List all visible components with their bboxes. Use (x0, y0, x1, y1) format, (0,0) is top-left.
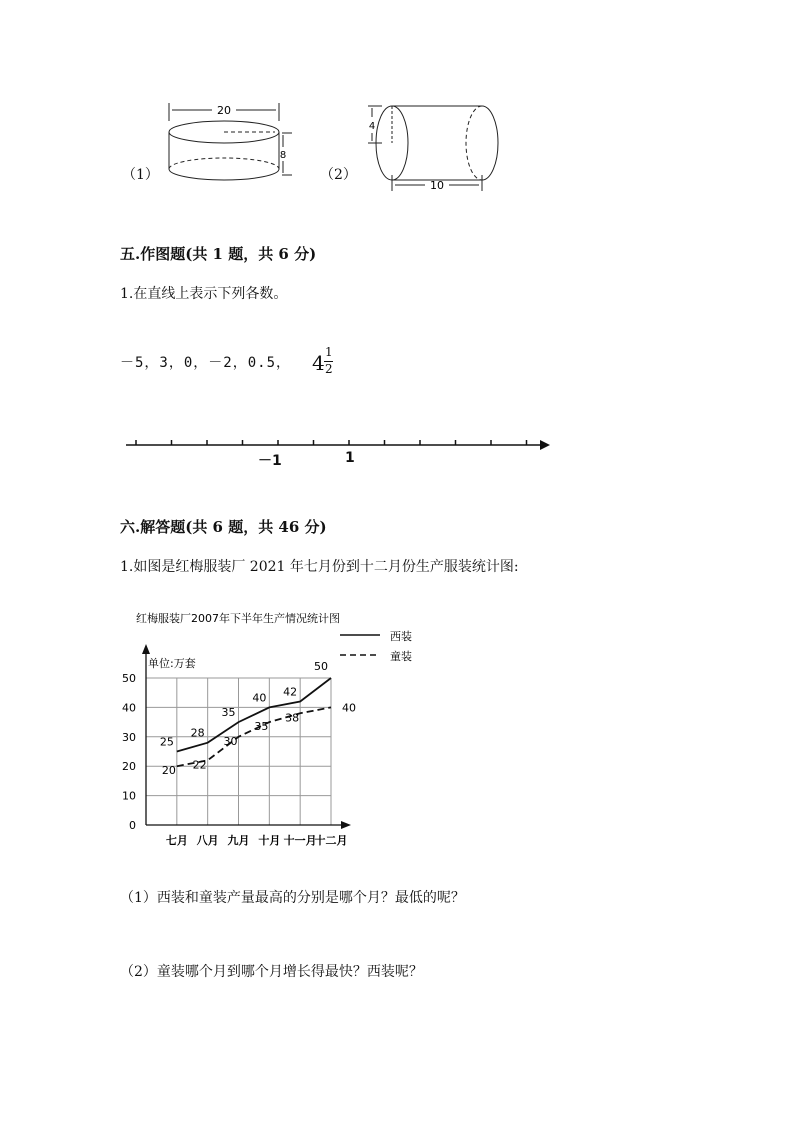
axis-label-1: 1 (345, 450, 355, 466)
data-label: 25 (159, 735, 174, 749)
section-6-title: 六.解答题(共 6 题，共 46 分) (120, 518, 327, 536)
data-label: 35 (221, 706, 236, 720)
y-axis-arrow (142, 644, 150, 654)
production-line-chart (110, 600, 412, 860)
cylinder-2-length: 10 (430, 179, 444, 192)
figure-1-label: （1） (122, 167, 159, 183)
x-tick-label: 七月 (165, 834, 188, 847)
mixed-number-denominator: 2 (325, 362, 333, 376)
figure-2-label: （2） (320, 167, 357, 183)
legend-label-kids: 童装 (390, 650, 412, 663)
x-tick-label: 八月 (196, 834, 219, 847)
cylinder-figures (120, 95, 520, 205)
data-label: 40 (342, 701, 356, 715)
data-label: 50 (314, 660, 328, 673)
chart-title: 红梅服装厂2007年下半年生产情况统计图 (136, 612, 340, 625)
y-tick-label: 10 (122, 789, 136, 803)
series-line-suit (177, 678, 331, 752)
sub-question-2: （2）童装哪个月到哪个月增长得最快？西装呢？ (120, 964, 423, 980)
section-5-question-1: 1.在直线上表示下列各数。 (120, 286, 288, 302)
cylinder-2-height: 4 (368, 121, 376, 132)
cylinder-1-height: 8 (279, 150, 287, 161)
data-label: 20 (161, 764, 176, 778)
x-tick-label: 九月 (227, 834, 250, 847)
mixed-number-whole: 4 (312, 351, 325, 375)
numbers-list: －5，3，0，－2，0.5， (120, 355, 292, 371)
y-tick-label: 0 (129, 819, 136, 832)
legend-label-suit: 西装 (390, 630, 412, 643)
section-5-title: 五.作图题(共 1 题，共 6 分) (120, 245, 317, 263)
data-label: 35 (254, 720, 269, 734)
chart-unit-label: 单位:万套 (148, 657, 196, 670)
cylinder-1-width: 20 (217, 104, 231, 117)
mixed-number-numerator: 1 (325, 345, 333, 359)
axis-label-neg1: －1 (258, 453, 282, 469)
data-label: 28 (190, 726, 205, 740)
y-tick-label: 20 (122, 760, 136, 774)
y-tick-label: 30 (122, 730, 136, 744)
data-label: 38 (285, 711, 300, 725)
x-tick-label: 十月 (258, 834, 281, 847)
x-axis-arrow (341, 821, 351, 829)
data-label: 22 (192, 758, 207, 772)
x-tick-label: 十一月 (283, 834, 317, 847)
sub-question-1: （1）西装和童装产量最高的分别是哪个月？最低的呢？ (120, 890, 465, 906)
data-label: 40 (252, 691, 267, 705)
data-label: 30 (223, 734, 238, 748)
number-line (120, 430, 560, 470)
number-line-arrow (540, 440, 550, 450)
data-label: 42 (283, 685, 298, 699)
y-tick-label: 40 (122, 701, 136, 715)
y-tick-label: 50 (122, 672, 136, 685)
section-6-question-1: 1.如图是红梅服装厂 2021 年七月份到十二月份生产服装统计图: (120, 559, 519, 575)
x-tick-label: 十二月 (314, 834, 348, 847)
